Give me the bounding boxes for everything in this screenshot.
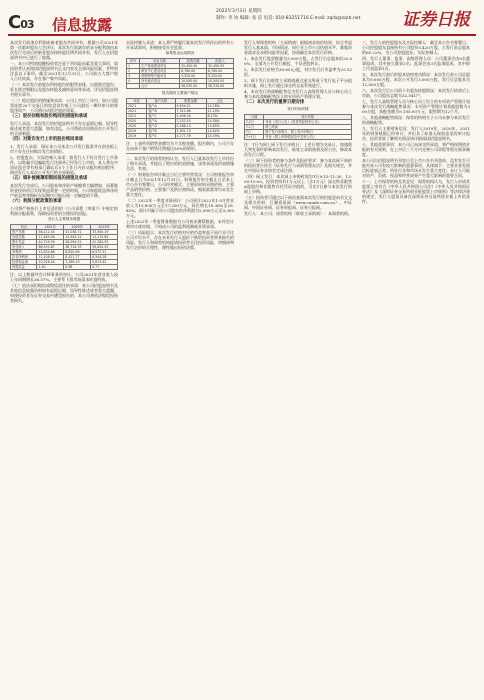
table-cell: 客户E <box>147 134 175 139</box>
table-cell: 10,000.00 <box>180 79 207 84</box>
table-cell: 客户A <box>147 119 175 124</box>
c1-para-5: 发行人承诺，本次发行的招股说明书不存在虚假记载、误导性陈述或者重大遗漏，如有违反，公司将依法回购首次公开发行的全部新股。 <box>10 121 118 136</box>
table-cell: 1.40 <box>37 265 64 270</box>
table-header-cell: 项目名称 <box>140 59 180 64</box>
table-cell: 22,284.55 <box>91 240 118 245</box>
c4-para-2: 四、发行人董事、监事、高级管理人员：公司董事会由9名董事组成，其中独立董事3名；监事会由3名监事组成，其中职工代表监事1名。 <box>362 56 470 71</box>
column-1 <box>10 40 118 692</box>
table-cell: 0.98 <box>64 265 91 270</box>
table-cell: 客户C <box>147 114 175 119</box>
table-cell: 5,288.14 <box>175 124 206 129</box>
table-cell: 11,275.64 <box>91 235 118 240</box>
table-cell: 28,094.51 <box>64 240 91 245</box>
table-cell: 2019 <box>127 129 147 134</box>
c3-para-7: 注：T日为网上网下发行申购日；上述日期为交易日，如遇重大突发事件影响本次发行，联席主承销商将及时公告，修改本次发行日程。 <box>244 142 352 157</box>
c2-para-1: 实际控制人承诺：本人将严格履行就本次发行所作出的所有公开承诺事项，积极接受社会监督。 <box>126 40 234 50</box>
table-cell: 客户B <box>147 129 175 134</box>
table-cell: 56,530.00 <box>207 84 234 89</box>
c3-para-10: （五）投资者可通过以下网站查阅本次发行的招股意向书全文及相关资料：巨潮资讯网（www.cninfo.com.cn）、中证网、中国证券网、证券时报网、证券日报网。 <box>244 195 352 210</box>
table-cell: 2019 <box>127 134 147 139</box>
table-cell: 14.82% <box>206 129 233 134</box>
table-cell: 刊登《发行公告》《投资风险特别公告》 <box>264 120 352 125</box>
table-cell: 客户B <box>147 109 175 114</box>
table-cell: 0.77 <box>91 265 118 270</box>
table-cell: 2021 <box>127 109 147 114</box>
c3-schedule-table <box>244 114 352 140</box>
table-cell: 6,972.31 <box>91 250 118 255</box>
table-cell: 10.49% <box>206 134 233 139</box>
c4-para-9: 本公司自招股说明书刊登日至上市公告书刊登前，没有发生可能对本公司有较大影响的重要事项，具体如下：主要业务发展目标进展正常；所处行业和市场未发生重大变化；未订立可能对资产、负债、权益和经营成果产生重大影响的重要合同。 <box>362 158 470 178</box>
table-header-cell: 序号 <box>127 59 140 64</box>
section-title: 信息披露 <box>52 16 113 34</box>
c3-para-5: 4、本次发行的战略配售仅为发行人高级管理人员与核心员工参与本次战略配售设立的专项资产管理计划。 <box>244 89 352 99</box>
table-cell: 12,108.52 <box>37 255 64 260</box>
table-cell: 9,834.21 <box>175 104 206 109</box>
table-cell: 4,177.39 <box>175 134 206 139</box>
table-cell: 5,901.72 <box>175 129 206 134</box>
table-cell: 8.13% <box>206 114 233 119</box>
table-cell: 刊登《网上申购情况及中签率公告》 <box>264 135 352 140</box>
c1-para-3: （一）本次发行前股东所持股份的限售安排、自愿锁定股份、延长锁定期限以及股东持股及减持意向等承诺，详见招股说明书相关章节。 <box>10 82 118 97</box>
c3-para-3: 2、本次发行价格为30.65元/股，对应发行后市盈率为29.12倍。 <box>244 67 352 77</box>
table-cell: 2021 <box>127 104 147 109</box>
header-meta <box>216 8 376 22</box>
table-cell: 营业收入 <box>11 245 37 250</box>
table-cell: 5,320.00 <box>180 74 207 79</box>
c1-subhead-1: （三）股份回购和股份购回的措施和承诺 <box>10 114 88 119</box>
column-4 <box>362 40 470 692</box>
table-cell: 14.78% <box>206 104 233 109</box>
table-cell: 补充流动资金 <box>140 79 180 84</box>
table-cell: 32,450.00 <box>180 64 207 69</box>
table-cell: 客户D <box>147 124 175 129</box>
table-cell: 资产总额 <box>11 230 37 235</box>
c2-table-caption-2: 报告期内主要客户情况 <box>162 91 198 95</box>
table-header-cell: 销售金额 <box>175 99 206 104</box>
table-cell: 4 <box>127 79 140 84</box>
table-cell: 5,406.30 <box>175 114 206 119</box>
header-rule <box>8 34 476 36</box>
newspaper-logo: 证券日报 <box>402 10 470 30</box>
table-cell: 网下发行申购日、网上发行申购日 <box>264 130 352 135</box>
c2-para-2: 注：上表所列销售金额均为不含税金额。报告期内，公司不存在向单个客户销售比例超过50%的情形。 <box>126 141 234 151</box>
c4-para-4: 六、本次发行后公司前十名股东持股情况：本次发行结束后上市前，公司股东总数为32,541户。 <box>362 88 470 98</box>
c4-para-5: 七、发行人高级管理人员与核心员工设立的专项资产管理计划参与本次发行战略配售情况：专项资产管理计划获配股数为300万股，获配金额为9,195.00万元，限售期为12个月。 <box>362 99 470 114</box>
table-cell: 48,716.33 <box>64 245 91 250</box>
table-cell: T-1日 <box>245 125 264 130</box>
table-header-cell: 年度 <box>127 99 147 104</box>
table-cell: T-2日 <box>245 120 264 125</box>
header-contact: 制作: 李 冰 编辑: 张 洁 电话: 010-83251716 E-mail: zqrb@zqrb.net <box>216 16 361 21</box>
c3-subhead-1: （二）本次发行的重要日期安排 <box>244 100 305 105</box>
table-row <box>245 135 352 140</box>
table-cell: T+1日 <box>245 135 264 140</box>
table-cell: 56,530.00 <box>180 84 207 89</box>
c4-para-10: 十一、上市保荐机构及其意见：保荐机构认为，发行人申请其股票上市符合《中华人民共和国公司法》《中华人民共和国证券法》及《深圳证券交易所创业板股票上市规则》等法律法规的规定，发行人股票具备在深圳证券交易所创业板上市的条件。 <box>362 179 470 204</box>
c2-para-7: （三）风险提示：本次发行价格对应的市盈率高于同行业可比公司平均水平，存在未来发行人股价下跌给投资者带来损失的风险。发行人和保荐机构提请投资者关注投资风险，审慎研判发行定价的合理性，理性做出投资决策。 <box>126 230 234 250</box>
table-cell: 合计 <box>140 84 180 89</box>
table-cell: 11.29% <box>206 109 233 114</box>
table-cell: 股东权益 <box>11 240 37 245</box>
column-3 <box>244 40 352 692</box>
c1-financial-table <box>10 224 118 270</box>
table-cell: 客户A <box>147 104 175 109</box>
table-cell: 2020 <box>127 119 147 124</box>
c1-para-8: 本次发行完成后，公司股本和净资产规模将大幅增加，而募集资金投资项目实现效益需要一定的时间，公司每股收益和净资产收益率等指标在短期内可能出现一定幅度的下降。 <box>10 183 118 198</box>
table-cell: 1 <box>127 64 140 69</box>
c3-table-caption: 发行时间安排 <box>287 107 309 111</box>
table-cell: 58,212.45 <box>37 230 64 235</box>
c3-para-1: 发行人和保荐机构（主承销商）根据初步询价结果，综合考虑发行人基本面、市场情况、同行业上市公司估值水平、募集资金需求及承销风险等因素，协商确定本次发行价格。 <box>244 40 352 55</box>
section-letter: C <box>8 12 21 33</box>
table-cell: 40,729.39 <box>37 240 64 245</box>
c3-para-8: （三）网下投资者的参与条件及报价要求：参与本次网下询价的投资者应符合《证券发行与承销管理办法》及相关规定，并在中国证券业协会完成注册。 <box>244 158 352 173</box>
table-cell: 39,820.45 <box>91 245 118 250</box>
c2-para-6: 上述2022年一季度财务数据为公司初步测算数据，未经会计师审计或审阅，不构成公司的盈利预测或业绩承诺。 <box>126 219 234 229</box>
table-header-cell: 客户名称 <box>147 99 175 104</box>
table-cell: 41,038.72 <box>64 230 91 235</box>
table-header-cell: 2019年 <box>91 225 118 230</box>
section-number: 03 <box>20 18 34 31</box>
c3-para-11: 发行人：本公司；保荐机构（联席主承销商）：本保荐机构。 <box>244 211 352 216</box>
table-cell: 7,512.66 <box>175 109 206 114</box>
table-cell: 经营现金流 <box>11 260 37 265</box>
c3-para-4: 3、网下发行由联席主承销商通过深交所网下发行电子平台组织实施，网上发行通过深交所交易系统进行。 <box>244 78 352 88</box>
table-header-cell: 项目 <box>11 225 37 230</box>
table-header-cell: 发行安排 <box>264 115 352 120</box>
table-header-cell: 2020年 <box>64 225 91 230</box>
c1-para-7: 2、控股股东、实际控制人承诺：如发行人不符合发行上市条件，以欺骗手段骗取发行注册并已经发行上市的，本人将在中国证监会等有权部门确认后5个工作日内启动股份购回程序，购回发行人本次公开发行的全部新股。 <box>10 155 118 175</box>
table-cell: 10.85% <box>206 124 233 129</box>
table-cell: 7,102.55 <box>175 119 206 124</box>
c1-table-caption: 发行人主要财务数据 <box>47 217 81 221</box>
table-cell: 12,634.88 <box>37 250 64 255</box>
c1-subhead-3: （五）填补被摊薄即期回报的措施及承诺 <box>10 176 88 181</box>
c1-subhead-2: （四）对欺诈发行上市的股份购回承诺 <box>10 137 84 142</box>
c2-table-caption-1: 募集资金运用情况 <box>165 51 195 55</box>
c4-para-3: 五、本次发行前后的股本结构变动情况：本次发行前公司总股本为9,000万股，本次公开发行3,000万股，发行后总股本为12,000万股。 <box>362 72 470 87</box>
table-cell: 17,483.06 <box>37 235 64 240</box>
table-cell: 扣非净利润 <box>11 255 37 260</box>
table-cell: 8,810.96 <box>64 250 91 255</box>
c1-para-9: 公司将严格执行上市后适用的《公司章程（草案）》中规定的利润分配政策，保障投资者的合理投资回报。 <box>10 206 118 216</box>
table-row <box>11 265 118 270</box>
c2-para-5: （二）2022年一季度业绩预计：公司预计2022年1-3月营业收入为15,800万元至17,200万元，同比增长18.36%至28.85%；预计归属于母公司股东的净利润为2,900万元至3,300万元。 <box>126 198 234 218</box>
table-cell: 66,531.87 <box>37 245 64 250</box>
table-cell: T日 <box>245 130 264 135</box>
c1-para-2: 一、本公司特别提醒投资者注意下列风险因素及重大事项，请投资者认真阅读招股说明书正文内容及全部风险因素，并特别注意以下事项。截至2021年12月31日，公司前五大客户收入占比较高，存在客户集中风险。 <box>10 61 118 81</box>
table-cell: 负债总额 <box>11 235 37 240</box>
c4-para-1: 三、发行人的控股股东及实际控制人：截至本公告书签署日，公司控股股东直接持有公司股份5,420万股，占发行前总股本的60.22%，为公司控股股东、实际控制人。 <box>362 40 470 55</box>
table-cell: 研发中心建设项目 <box>140 69 180 74</box>
table-cell: 净利润 <box>11 250 37 255</box>
c1-para-4: （二）稳定股价的措施和承诺：公司上市后三年内，如公司股票连续20个交易日的收盘价均低于公司最近一期经审计的每股净资产，公司将启动稳定股价预案。 <box>10 98 118 113</box>
table-cell: 10,326.44 <box>37 260 64 265</box>
c1-para-1: 本次发行前滚存利润由新老股东共同享有。根据公司2021年第一次临时股东大会决议，本次发行前滚存的未分配利润由本次发行完成后的新老股东按持股比例共同享有，发行人在招股说明书中已进行了披露。 <box>10 40 118 60</box>
table-cell: 3 <box>127 74 140 79</box>
table-cell: 每股收益 <box>11 265 37 270</box>
c4-para-7: 九、发行人主要财务信息：发行人2019年、2020年、2021年的财务数据已经审计，并出具了标准无保留意见的审计报告，投资者欲了解相关情况请详细阅读招股说明书。 <box>362 126 470 141</box>
table-header-cell: 占比 <box>206 99 233 104</box>
table-header-cell: 拟投入 <box>207 59 234 64</box>
table-cell: 10,000.00 <box>207 79 234 84</box>
c4-para-6: 八、其他战略配售情况：保荐机构相关子公司未参与本次发行的战略配售。 <box>362 115 470 125</box>
table-cell: 5,320.00 <box>207 74 234 79</box>
c2-customer-table <box>126 98 234 139</box>
table-cell: 32,450.00 <box>207 64 234 69</box>
header-date: 2022年3月3日 星期四 <box>216 9 262 14</box>
table-cell: 7,289.10 <box>64 260 91 265</box>
table-cell: 33,560.19 <box>91 230 118 235</box>
c2-para-4: （一）财务报告审计截止日后主要经营状况：公司财务报告审计截止日为2021年12月31日。财务报告审计截止日至本上市公告书签署日，公司经营模式、主要原材料采购价格、主要产品销售价格、主要客户及供应商构成、税收政策等均未发生重大变化。 <box>126 172 234 197</box>
table-header-cell: 投资总额 <box>180 59 207 64</box>
page-header <box>0 0 484 38</box>
table-row <box>127 134 234 139</box>
c1-para-10: 注：以上数据经会计师事务所审计。公司2021年营业收入较上年同期增长36.57%，主要系下游市场需求旺盛所致。 <box>10 272 118 282</box>
table-cell: 5,813.92 <box>91 260 118 265</box>
c2-fund-table <box>126 58 234 89</box>
table-cell: 8,760.00 <box>180 69 207 74</box>
section-code <box>8 12 34 33</box>
table-cell: 2021 <box>127 114 147 119</box>
table-cell: 14.58% <box>206 119 233 124</box>
table-cell: 2020 <box>127 124 147 129</box>
c2-divider <box>126 153 234 154</box>
table-cell: 8,760.00 <box>207 69 234 74</box>
c1-para-11: （七）依法承担赔偿或赔偿责任的承诺：本公司招股说明书及其他信息披露资料如有虚假记载、误导性陈述或者重大遗漏，致使投资者在证券交易中遭受损失的，本公司将依法赔偿投资者损失。 <box>10 283 118 303</box>
table-cell: 2 <box>127 69 140 74</box>
c3-para-9: （四）网上发行：本次网上申购时间为T日9:15-11:30、13:00-15:00。投资者持有1万元以上（含1万元）深交所非限售A股股份和非限售存托凭证市值的，可在T日参与本次发行的网上申购。 <box>244 174 352 194</box>
table-cell: 6,504.18 <box>91 255 118 260</box>
c3-para-2: 1、本次发行股票数量为3,000万股，占发行后总股本的25.00%，全部为公开发行新股，不设老股转让。 <box>244 56 352 66</box>
table-cell: 12,944.21 <box>64 235 91 240</box>
column-2 <box>126 40 234 692</box>
c1-subhead-4: （六）利润分配政策的承诺 <box>10 199 62 204</box>
c2-para-3: 二、本次发行的保荐机构认为，发行人已就本次发行上市作出了相关承诺，并提出了相应的约束措施，该等承诺及约束措施合法、有效。 <box>126 156 234 171</box>
table-header-cell: 2021年 <box>37 225 64 230</box>
c4-para-8: 十、其他重要事项：本公司已向深交所承诺，将严格按照创业板的有关规则，在上市后三个月内完善公司章程等相关规章制度。 <box>362 142 470 157</box>
c1-para-6: 1、发行人承诺：保证本公司本次公开发行股票并在创业板上市不存在任何欺诈发行的情形。 <box>10 144 118 154</box>
table-row <box>127 84 234 89</box>
table-header-cell: 日期 <box>245 115 264 120</box>
table-cell: 8,421.77 <box>64 255 91 260</box>
table-cell <box>127 84 140 89</box>
table-cell: 网上路演 <box>264 125 352 130</box>
table-cell: 营销网络升级项目 <box>140 74 180 79</box>
table-cell: 生产基地建设项目 <box>140 64 180 69</box>
